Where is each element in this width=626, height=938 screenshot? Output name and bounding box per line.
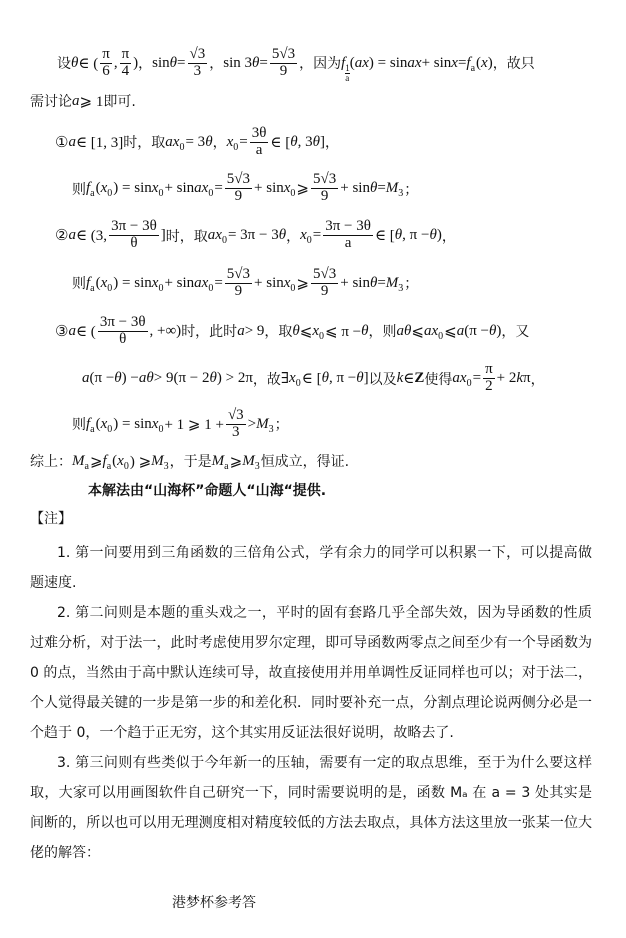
fraction bbox=[270, 47, 297, 80]
chinese-text: 时，取 bbox=[165, 228, 208, 245]
chinese-text: ； bbox=[404, 181, 419, 198]
math-variable: a bbox=[82, 370, 90, 386]
math-variable: θ bbox=[429, 227, 437, 243]
subscript: a bbox=[90, 282, 95, 294]
case-1 bbox=[55, 119, 626, 165]
math-variable: θ bbox=[71, 54, 79, 71]
subscript: 0 bbox=[221, 235, 227, 246]
math-text: ∈ [ bbox=[270, 134, 291, 151]
chinese-text: ； bbox=[274, 417, 289, 433]
math-variable: x bbox=[151, 180, 159, 196]
math-text: ( bbox=[349, 54, 355, 71]
chinese-text: ，故 bbox=[252, 371, 281, 388]
math-variable: θ bbox=[394, 227, 403, 243]
math-text: = bbox=[457, 54, 467, 71]
subscript: 0 bbox=[290, 188, 296, 199]
math-text: ∈ [ bbox=[374, 228, 395, 244]
chinese-text: 【注】 bbox=[30, 511, 72, 527]
math-text: + sin bbox=[340, 180, 370, 196]
math-variable: θ bbox=[252, 54, 260, 71]
math-variable: ax bbox=[207, 227, 222, 243]
math-variable: k bbox=[516, 370, 524, 386]
chinese-text: ， bbox=[530, 371, 545, 388]
math-variable: θ bbox=[169, 54, 178, 71]
math-text: ⩽ bbox=[411, 323, 424, 340]
math-variable: θ bbox=[356, 370, 364, 386]
chinese-text: ，则 bbox=[368, 324, 397, 340]
numerator: √3 bbox=[189, 45, 206, 62]
subscript: 0 bbox=[306, 235, 312, 246]
math-variable: k bbox=[396, 370, 404, 386]
chinese-text: ，故只 bbox=[492, 56, 535, 72]
denominator: a bbox=[345, 72, 350, 83]
subscript: a bbox=[90, 423, 95, 435]
math-text: ② bbox=[55, 228, 69, 244]
math-variable: x bbox=[312, 322, 320, 339]
math-text: sin 3 bbox=[223, 54, 252, 71]
chinese-text: ，于是 bbox=[169, 454, 212, 470]
subscript: 0 bbox=[290, 282, 296, 294]
math-variable: θ bbox=[361, 322, 369, 339]
math-text: ⩽ bbox=[299, 323, 313, 340]
chinese-text: 恒成立，得证. bbox=[260, 454, 350, 470]
chinese-text: ， bbox=[325, 135, 339, 151]
case-3-cont bbox=[82, 355, 626, 402]
subscript: a bbox=[84, 460, 89, 472]
math-variable: x bbox=[100, 180, 108, 196]
fraction bbox=[188, 47, 208, 80]
math-variable: M bbox=[242, 452, 255, 469]
case-1-then bbox=[72, 165, 626, 212]
math-text: , π − bbox=[402, 227, 430, 243]
chinese-text: 则 bbox=[72, 276, 86, 292]
fraction bbox=[311, 172, 338, 205]
fraction bbox=[250, 126, 269, 159]
math-variable: x bbox=[117, 452, 124, 469]
credit-text: 本解法由“山海杯”命题人“山海“提供. bbox=[88, 483, 327, 499]
math-text: = bbox=[377, 180, 386, 196]
math-variable: x bbox=[451, 54, 458, 71]
math-text: + 1 ⩾ 1 + bbox=[164, 416, 224, 433]
math-variable: θ bbox=[292, 322, 300, 339]
chinese-text: 则 bbox=[72, 181, 86, 198]
denominator: θ bbox=[130, 235, 138, 251]
numerator: 1 bbox=[345, 62, 350, 73]
fraction bbox=[100, 47, 112, 80]
math-variable: a bbox=[68, 322, 76, 339]
math-text: ] bbox=[363, 370, 369, 386]
subscript: 0 bbox=[179, 141, 185, 153]
denominator: 9 bbox=[234, 282, 243, 299]
numerator: 5√3 bbox=[226, 265, 251, 282]
math-text: ⩾ bbox=[89, 453, 103, 470]
subscript: 0 bbox=[295, 378, 301, 389]
math-text: = bbox=[259, 54, 268, 71]
math-text: ( bbox=[476, 54, 482, 71]
subscript: 0 bbox=[233, 141, 239, 153]
chinese-text: 则 bbox=[72, 417, 86, 433]
math-text: , π − bbox=[328, 370, 357, 386]
denominator: a bbox=[344, 235, 352, 251]
subscript: 0 bbox=[466, 378, 472, 389]
subscript: a bbox=[90, 188, 95, 199]
chinese-text: ，取 bbox=[264, 324, 293, 340]
math-variable: x bbox=[289, 370, 296, 386]
numerator: 5√3 bbox=[226, 171, 251, 188]
math-variable: f bbox=[86, 415, 91, 432]
math-variable: M bbox=[211, 452, 225, 469]
denominator: 3 bbox=[193, 62, 202, 79]
math-text: ③ bbox=[55, 323, 69, 340]
line-discuss bbox=[30, 83, 626, 119]
math-text: ( bbox=[95, 274, 101, 291]
numerator: 3π − 3θ bbox=[111, 218, 157, 235]
math-text: ∈ ( bbox=[75, 323, 96, 340]
math-variable: ax bbox=[165, 133, 180, 150]
subscript: a bbox=[106, 460, 112, 472]
chinese-text: ，因为 bbox=[299, 56, 342, 72]
math-variable: x bbox=[151, 274, 159, 291]
math-variable: x bbox=[151, 415, 159, 432]
math-text: > 9 bbox=[244, 322, 265, 339]
math-text: (π − bbox=[464, 322, 489, 339]
math-variable: θ bbox=[489, 322, 497, 339]
math-variable: x bbox=[481, 54, 488, 71]
math-variable: a bbox=[68, 227, 76, 243]
math-text: ① bbox=[55, 134, 69, 151]
subscript: 0 bbox=[158, 282, 164, 294]
numerator: 5√3 bbox=[313, 171, 337, 188]
subscript: 0 bbox=[158, 423, 164, 435]
case-3-then bbox=[72, 402, 626, 446]
math-variable: M bbox=[151, 452, 164, 469]
math-text: ( bbox=[95, 180, 101, 196]
subscript: 0 bbox=[438, 330, 444, 342]
math-text: , bbox=[113, 54, 118, 71]
math-variable: aθ bbox=[138, 370, 154, 386]
math-variable: ax bbox=[452, 370, 467, 386]
math-variable: θ bbox=[205, 133, 213, 150]
case-2-then bbox=[72, 259, 626, 307]
math-text: ) bbox=[487, 54, 493, 71]
math-text: ) − bbox=[121, 370, 139, 386]
math-text: = bbox=[239, 133, 248, 150]
math-text: ( bbox=[95, 415, 101, 432]
note-paragraph-2: 2. 第二问则是本题的重头戏之一，平时的固有套路几乎全部失效，因为导函数的性质过难分析，对于法一，此时考虑使用罗尔定理，即可导函数两零点之间至少有一个导函数为 0 的点，当然由于高中默认连续可导，故直接使用并用单调性反证同样也可以；对于法二，个人觉得最关键的一步是第一步的和差化积．同时要补充一点，分割点理论说两侧分必是一个趋于 0，一个趋于正无穷，这个其实用反证法很好说明，故略去了. bbox=[30, 605, 592, 741]
chinese-text: ； bbox=[404, 276, 419, 292]
math-variable: a bbox=[456, 322, 465, 339]
math-variable: θ bbox=[369, 180, 378, 196]
subscript: 0 bbox=[107, 282, 113, 294]
math-text: ∈ [1, 3] bbox=[75, 134, 124, 151]
math-variable: M bbox=[72, 452, 85, 469]
fraction bbox=[98, 315, 148, 348]
math-variable: θ bbox=[369, 274, 378, 291]
math-text: = bbox=[177, 54, 186, 71]
chinese-text: 设 bbox=[57, 56, 71, 72]
math-text: = 3 bbox=[185, 133, 206, 150]
subscript: 0 bbox=[158, 188, 164, 199]
summary bbox=[30, 446, 626, 476]
subscript: 0 bbox=[208, 188, 214, 199]
math-variable: x bbox=[100, 415, 108, 432]
math-text: + 2 bbox=[496, 370, 517, 386]
math-text: sin bbox=[152, 54, 170, 71]
math-variable: f bbox=[102, 452, 107, 469]
math-text: ⩽ bbox=[444, 323, 457, 340]
denominator: 2 bbox=[485, 378, 493, 394]
math-text: π bbox=[523, 370, 531, 386]
credit bbox=[88, 476, 626, 504]
chinese-text: 以及 bbox=[368, 371, 397, 388]
math-variable: a bbox=[237, 322, 245, 339]
math-variable: x bbox=[100, 274, 108, 291]
chinese-text: 时，此时 bbox=[181, 324, 238, 340]
math-variable: f bbox=[341, 54, 346, 71]
denominator: 9 bbox=[279, 62, 288, 79]
chinese-text: 需讨论 bbox=[30, 94, 72, 110]
denominator: 4 bbox=[121, 62, 130, 79]
chinese-text: ， bbox=[209, 56, 224, 72]
math-text: = bbox=[312, 227, 322, 243]
numerator: 5√3 bbox=[313, 265, 337, 282]
math-text: ] bbox=[320, 133, 325, 150]
math-variable: θ bbox=[209, 370, 217, 386]
math-variable: x bbox=[226, 133, 234, 150]
math-text: ⩾ 1 bbox=[79, 93, 104, 110]
subscript: 3 bbox=[398, 188, 404, 199]
math-text: ⩾ bbox=[229, 453, 243, 470]
fraction bbox=[109, 219, 159, 252]
numerator: π bbox=[102, 45, 110, 62]
solution-lines bbox=[0, 43, 626, 532]
chinese-text: 使得 bbox=[424, 371, 453, 388]
math-variable: a bbox=[68, 133, 76, 150]
math-variable: x bbox=[300, 227, 307, 243]
denominator: θ bbox=[119, 330, 127, 347]
fraction bbox=[225, 172, 252, 205]
chinese-text: ， bbox=[441, 228, 456, 245]
math-variable: ax bbox=[194, 180, 209, 196]
math-text: ) > 2π bbox=[216, 370, 253, 386]
math-variable: f bbox=[466, 54, 471, 71]
subscript: 3 bbox=[268, 423, 274, 435]
math-variable: f bbox=[86, 180, 91, 196]
denominator: 9 bbox=[320, 188, 329, 204]
numerator: π bbox=[121, 45, 130, 62]
math-variable: aθ bbox=[396, 322, 412, 339]
math-text: + sin bbox=[340, 274, 370, 291]
denominator: 3 bbox=[232, 423, 240, 440]
subscript: a bbox=[470, 62, 476, 74]
numerator: 3π − 3θ bbox=[99, 313, 146, 330]
chinese-text: ， bbox=[138, 56, 153, 72]
math-variable: a bbox=[72, 92, 80, 109]
math-text: ⩾ bbox=[296, 275, 309, 292]
fraction bbox=[225, 267, 252, 300]
chinese-text: 时，取 bbox=[123, 135, 166, 151]
case-2 bbox=[55, 212, 626, 259]
math-text: = 3π − 3 bbox=[227, 227, 279, 243]
subscript: a bbox=[224, 460, 229, 472]
subscript: 3 bbox=[163, 460, 169, 472]
chinese-text: ， bbox=[286, 228, 301, 245]
math-text: + sin bbox=[254, 274, 284, 291]
case-3 bbox=[55, 307, 626, 355]
math-text: ( bbox=[112, 452, 118, 469]
math-variable: θ bbox=[321, 370, 329, 386]
math-text: ⩾ bbox=[296, 181, 309, 197]
math-text: ) = sin bbox=[113, 274, 152, 291]
chinese-text: 即可. bbox=[103, 94, 136, 110]
subscript: 0 bbox=[107, 423, 113, 435]
denominator: a bbox=[255, 141, 263, 158]
subscript-fraction bbox=[345, 64, 350, 83]
math-text: = bbox=[214, 274, 223, 291]
math-text: + sin bbox=[164, 180, 195, 196]
math-variable: θ bbox=[114, 370, 122, 386]
numerator: √3 bbox=[227, 406, 244, 423]
math-variable: θ bbox=[278, 227, 287, 243]
fraction bbox=[323, 219, 373, 252]
math-variable: M bbox=[385, 180, 399, 196]
math-text: = bbox=[214, 180, 223, 196]
subscript: 3 bbox=[254, 460, 260, 472]
math-text: ] bbox=[160, 227, 166, 243]
chinese-text: ，又 bbox=[501, 324, 530, 340]
math-variable: θ bbox=[290, 133, 298, 150]
math-text: (π − bbox=[89, 370, 115, 386]
chinese-text: 综上： bbox=[30, 454, 72, 470]
math-text: + sin bbox=[421, 54, 452, 71]
math-variable: ax bbox=[407, 54, 422, 71]
note-heading bbox=[30, 504, 626, 532]
math-text: ) = sin bbox=[113, 180, 152, 196]
math-variable: f bbox=[86, 274, 91, 291]
subscript: 0 bbox=[107, 188, 113, 199]
numerator: 5√3 bbox=[271, 45, 296, 62]
math-variable: ax bbox=[423, 322, 439, 339]
notes-section bbox=[0, 538, 626, 938]
math-set: Z bbox=[414, 370, 425, 386]
math-text: > 9(π − 2 bbox=[153, 370, 210, 386]
math-text: ) bbox=[496, 322, 502, 339]
subscript: 0 bbox=[208, 282, 214, 294]
note-paragraph-1: 1. 第一问要用到三角函数的三倍角公式，学有余力的同学可以积累一下，可以提高做题速度. bbox=[30, 545, 592, 591]
math-text: + sin bbox=[164, 274, 195, 291]
note-paragraph-3: 3. 第三问则有些类似于今年新一的压轴，需要有一定的取点思维，至于为什么要这样取，大家可以用画图软件自己研究一下，同时需要说明的是，函数 Mₐ 在 a = 3 处其实是间断的，所以也可以用无理测度相对精度较低的方法去取点，具体方法这里放一张某一位大佬的解答： bbox=[30, 755, 592, 861]
numerator: π bbox=[485, 361, 493, 378]
denominator: 9 bbox=[234, 188, 243, 204]
math-variable: ax bbox=[194, 274, 209, 291]
math-text: ∈ [ bbox=[301, 371, 322, 387]
math-text: > bbox=[247, 415, 257, 432]
math-variable: ax bbox=[354, 54, 369, 71]
math-text: ∈ (3, bbox=[75, 228, 108, 244]
math-variable: θ bbox=[312, 133, 320, 150]
math-variable: x bbox=[283, 180, 291, 196]
subscript: 0 bbox=[123, 460, 129, 472]
subscript: 0 bbox=[319, 330, 325, 342]
math-text: + sin bbox=[254, 180, 284, 196]
math-variable: M bbox=[256, 415, 269, 432]
numerator: 3θ bbox=[251, 124, 267, 141]
fraction bbox=[120, 47, 132, 80]
math-text: ) = sin bbox=[113, 415, 152, 432]
math-text: ) bbox=[133, 54, 139, 71]
math-text: ∃ bbox=[280, 371, 290, 387]
denominator: 9 bbox=[320, 282, 329, 299]
subscript: 3 bbox=[398, 282, 404, 294]
math-text: , 3 bbox=[297, 133, 313, 150]
math-variable: x bbox=[283, 274, 291, 291]
math-text: ) bbox=[436, 227, 442, 243]
denominator: 6 bbox=[102, 62, 110, 79]
math-variable: M bbox=[385, 274, 399, 291]
math-text: ) = sin bbox=[368, 54, 408, 71]
line-theta-def bbox=[57, 43, 626, 83]
math-text: = bbox=[377, 274, 386, 291]
fraction bbox=[226, 408, 246, 441]
math-text: ) ⩾ bbox=[129, 453, 152, 470]
chinese-text: ， bbox=[212, 135, 227, 151]
numerator: 3π − 3θ bbox=[325, 218, 371, 235]
fraction bbox=[311, 267, 338, 300]
fraction bbox=[483, 362, 495, 395]
math-text: ∈ bbox=[403, 371, 415, 387]
math-text: = bbox=[472, 370, 482, 386]
math-text: ⩽ π − bbox=[325, 323, 362, 340]
math-text: ∈ ( bbox=[78, 55, 99, 72]
image-caption: 港梦杯参考答 bbox=[172, 895, 256, 911]
math-text: , +∞) bbox=[149, 322, 182, 339]
